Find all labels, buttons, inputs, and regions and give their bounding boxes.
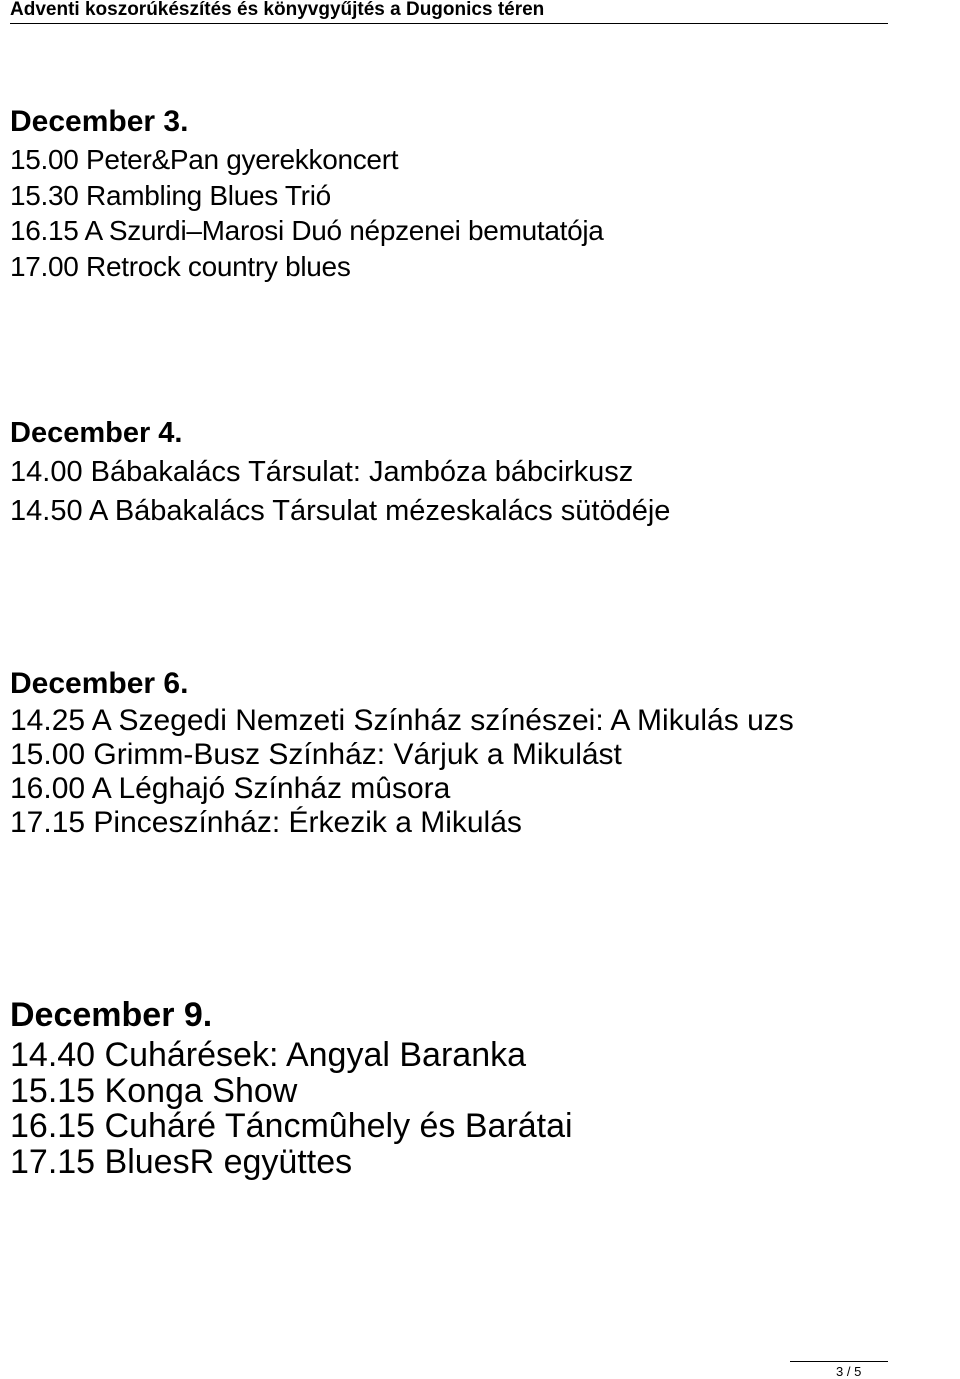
program-item: 15.30 Rambling Blues Trió <box>10 179 331 211</box>
program-section-december-6 <box>10 663 960 840</box>
program-item: 14.50 A Bábakalács Társulat mézeskalács sütödéje <box>10 494 671 527</box>
program-item: 16.15 A Szurdi–Marosi Duó népzenei bemutatója <box>10 215 604 246</box>
program-section-december-4 <box>10 413 960 530</box>
program-item: 15.00 Peter&Pan gyerekkoncert <box>10 144 399 175</box>
program-item: 17.15 BluesR együttes <box>10 1142 353 1180</box>
section-heading: December 6. <box>10 667 189 700</box>
program-item: 14.25 A Szegedi Nemzeti Színház színészei: A Mikulás uzs <box>10 704 794 737</box>
program-item: 14.00 Bábakalács Társulat: Jambóza bábcirkusz <box>10 456 634 488</box>
header-divider <box>10 23 888 24</box>
program-item: 15.15 Konga Show <box>10 1071 298 1110</box>
section-heading: December 3. <box>10 105 189 138</box>
program-item: 14.40 Cuhárések: Angyal Baranka <box>10 1036 527 1074</box>
section-heading: December 9. <box>10 996 213 1034</box>
page-number: 3 / 5 <box>836 1364 862 1379</box>
section-heading: December 4. <box>10 417 183 449</box>
program-item: 16.00 A Léghajó Színház mûsora <box>10 772 451 805</box>
program-item: 15.00 Grimm-Busz Színház: Várjuk a Mikulást <box>10 738 622 771</box>
program-item: 17.15 Pinceszínház: Érkezik a Mikulás <box>10 806 522 839</box>
page-header-title: Adventi koszorúkészítés és könyvgyűjtés a Dugonics téren <box>10 0 545 20</box>
program-item: 17.00 Retrock country blues <box>10 250 351 282</box>
program-item: 16.15 Cuháré Táncmûhely és Barátai <box>10 1107 573 1145</box>
footer-divider <box>790 1361 888 1362</box>
program-section-december-3 <box>10 102 960 284</box>
program-section-december-9 <box>10 993 960 1180</box>
